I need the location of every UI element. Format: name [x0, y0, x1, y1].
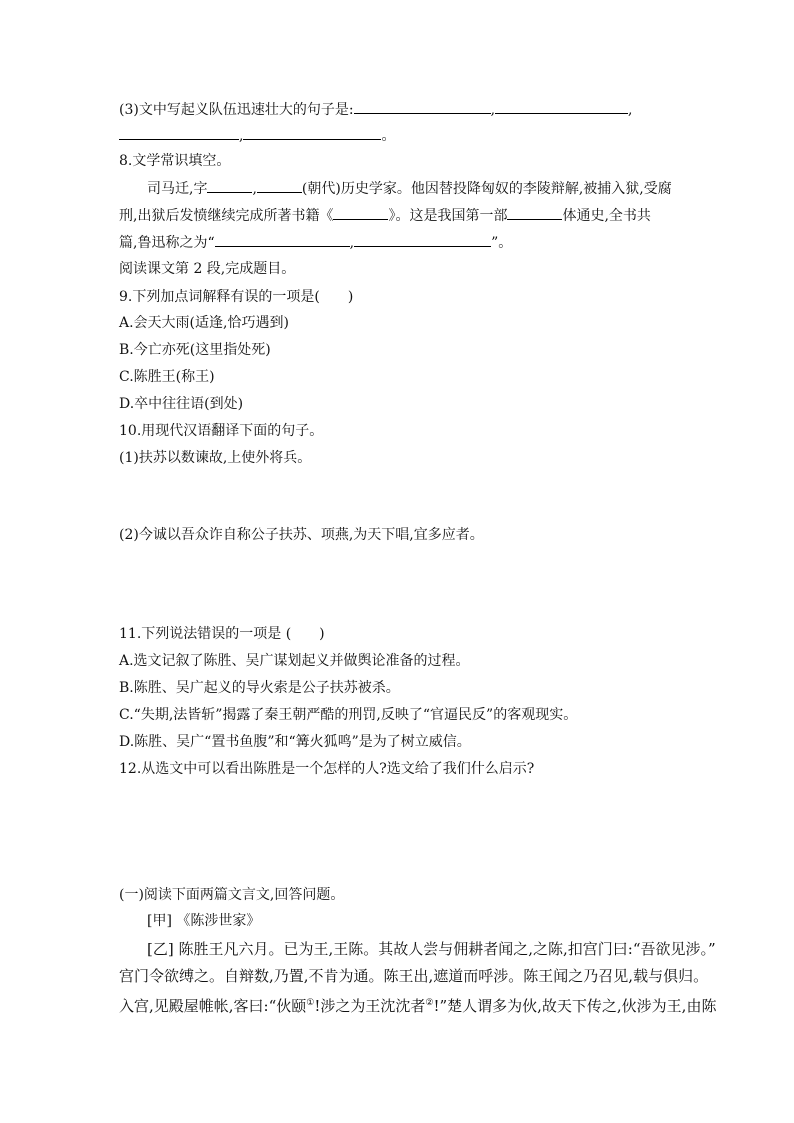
q9-stem: 9.下列加点词解释有误的一项是( ): [119, 289, 354, 305]
answer-blank[interactable]: [507, 205, 562, 220]
comma: ,: [490, 102, 496, 118]
q9-option-b: B.今亡亦死(这里指处死): [119, 342, 271, 358]
text: 体通史,全书共: [562, 208, 651, 224]
q7-3-line2: [119, 125, 395, 146]
answer-blank[interactable]: [207, 178, 252, 193]
q11-option-a: A.选文记叙了陈胜、吴广谋划起义并做舆论准备的过程。: [119, 653, 470, 669]
answer-blank[interactable]: [354, 99, 491, 114]
q9-option-a: A.会天大雨(适逢,恰巧遇到): [119, 315, 289, 331]
passage-yi-line2: 宫门令欲缚之。自辩数,乃置,不肯为通。陈王出,遮道而呼涉。陈王闻之乃召见,载与俱归。: [119, 967, 709, 985]
q11-option-b: B.陈胜、吴广起义的导火索是公子扶苏被杀。: [119, 680, 400, 696]
reading-instruction: 阅读课文第 2 段,完成题目。: [119, 261, 296, 277]
q8-title: 8.文学常识填空。: [119, 153, 231, 169]
footnote-marker-1: ①: [306, 998, 315, 1008]
q7-3-line1: [119, 99, 632, 120]
passage-yi-line3: [119, 993, 716, 1016]
comma: ,: [628, 102, 633, 118]
answer-blank[interactable]: [243, 125, 381, 140]
answer-blank[interactable]: [257, 178, 302, 193]
text: (朝代)历史学家。他因替投降匈奴的李陵辩解,被捕入狱,受腐: [301, 181, 672, 197]
q11-option-c: C.“失期,法皆斩”揭露了秦王朝严酷的刑罚,反映了“官逼民反”的客观现实。: [119, 707, 578, 723]
text: 》。这是我国第一部: [388, 208, 508, 224]
footnote-marker-2: ②: [425, 998, 434, 1008]
comma: ,: [239, 128, 244, 144]
q9-option-d: D.卒中往往语(到处): [119, 396, 244, 412]
q10-stem: 10.用现代汉语翻译下面的句子。: [119, 423, 324, 439]
answer-blank[interactable]: [495, 99, 628, 114]
text: !”楚人谓多为伙,故天下传之,伙涉为王,由陈: [433, 997, 717, 1015]
passage-yi-line1: [乙] 陈胜王凡六月。已为王,王陈。其故人尝与佣耕者闻之,之陈,扣宫门曰:“吾欲见涉。”: [147, 940, 716, 958]
reading-heading: (一)阅读下面两篇文言文,回答问题。: [119, 887, 345, 903]
passage-jia-title: [甲] 《陈涉世家》: [147, 913, 261, 929]
text: 刑,出狱后发愤继续完成所著书籍《: [119, 208, 334, 224]
text: ”。: [491, 235, 513, 251]
q10-sentence-1: (1)扶苏以数谏故,上使外将兵。: [119, 450, 312, 466]
q11-stem: 11.下列说法错误的一项是 ( ): [119, 626, 325, 642]
q8-line1: [147, 178, 672, 199]
text: ,: [252, 181, 257, 197]
q7-3-stem: (3)文中写起义队伍迅速壮大的句子是:: [119, 102, 354, 118]
q11-option-d: D.陈胜、吴广“置书鱼腹”和“篝火狐鸣”是为了树立威信。: [119, 734, 471, 750]
text: 入宫,见殿屋帷帐,客曰:“伙颐: [119, 997, 307, 1015]
answer-blank[interactable]: [333, 205, 388, 220]
answer-blank[interactable]: [354, 232, 491, 247]
q9-option-c: C.陈胜王(称王): [119, 369, 215, 385]
text: 司马迁,字: [147, 181, 208, 197]
text: 篇,鲁迅称之为“: [119, 235, 215, 251]
answer-blank[interactable]: [119, 125, 239, 140]
q10-sentence-2: (2)今诚以吾众诈自称公子扶苏、项燕,为天下唱,宜多应者。: [119, 527, 484, 543]
period: 。: [381, 128, 396, 144]
text: !涉之为王沈沈者: [314, 997, 426, 1015]
answer-blank[interactable]: [215, 232, 350, 247]
q12-stem: 12.从选文中可以看出陈胜是一个怎样的人?选文给了我们什么启示?: [119, 761, 535, 777]
text: ,: [349, 235, 355, 251]
q8-line3: [119, 232, 512, 253]
q8-line2: [119, 205, 651, 226]
